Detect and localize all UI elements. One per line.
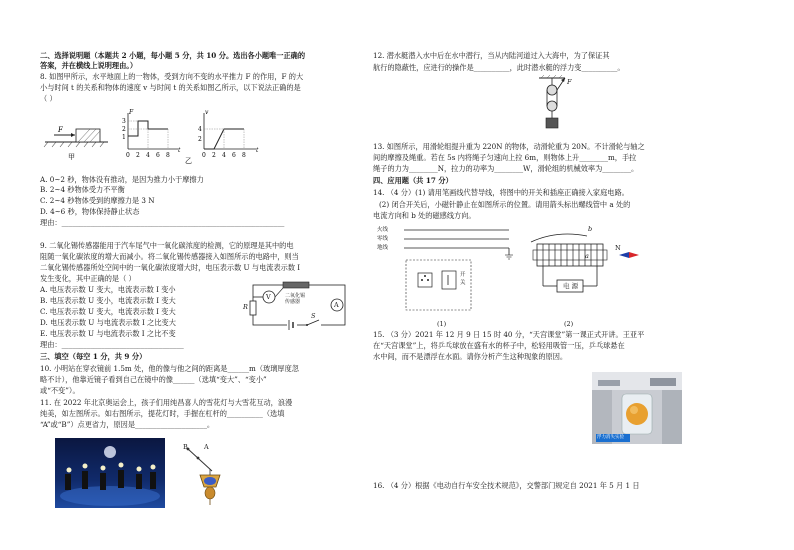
q9-reason-line: 理由：__________________________________ (40, 340, 184, 349)
q9-stem: 9. 二氧化锡传感器能用于汽车尾气中一氧化碳浓度的检测，它的原理是其中的电 (40, 241, 294, 250)
q8-option-a: A. 0~2 秒，物体没有推动，是因为推力小于摩擦力 (40, 175, 204, 184)
q13-stem-cont: 绳子的力为________N，拉力的功率为________W，滑轮组的机械效率为________。 (373, 164, 639, 173)
snowflake-lantern-photo (55, 438, 165, 508)
resistor-r (250, 301, 256, 315)
neutral-wire-label: 零线 (377, 236, 389, 242)
pulley-force-label: F (567, 78, 572, 86)
switch-label-2: 关 (460, 280, 466, 286)
q8-option-d: D. 4~6 秒，物体保持静止状态 (40, 207, 140, 216)
q9-option-d: D. 电压表示数 U 与电流表示数 I 之比变大 (40, 318, 176, 327)
q14-stem-cont: (2) 闭合开关后，小磁针静止在如图所示的位置。请用箭头标出螺线管中 a 处的 (379, 200, 631, 209)
lever-point-a: A (204, 443, 209, 451)
solenoid-figure (527, 226, 647, 301)
figure-yi-label: 乙 (185, 157, 192, 165)
q10-stem: 10. 小明站在穿衣镜前 1.5m 处，他的像与他之间的距离是______m（玻璃厚度忽 (40, 364, 299, 373)
q9-stem-cont: 阻随一氧化碳浓度的增大而减小。将二氧化锡传感器接入如图所示的电路中，则当 (40, 252, 299, 261)
velocity-time-graph (204, 113, 256, 149)
g2-axis-v: v (205, 109, 209, 116)
q8-reason-line: 理由：______________________________________________________________ (40, 218, 285, 227)
force-time-graph (128, 113, 178, 149)
figure-jia-label: 甲 (68, 153, 75, 161)
g1-y-tick: 2 (122, 126, 126, 133)
section-2-heading: 二、选择说明题（本题共 2 小题，每小题 5 分，共 10 分。选出各小题唯一正确的 (40, 51, 306, 60)
switch-label: S (311, 312, 316, 320)
g2-y-tick: 4 (198, 126, 202, 133)
switch-label: 开 (460, 272, 466, 278)
force-label: F (58, 126, 63, 134)
q8-stem: 8. 如图甲所示，水平地面上的一物体，受到方向不变的水平推力 F 的作用，F 的大 (40, 72, 304, 81)
g2-x-tick: 8 (242, 152, 246, 159)
g1-x-tick: 0 (126, 152, 130, 159)
power-supply-label: 电 源 (563, 282, 579, 290)
sensor-label-2: 传感器 (285, 299, 301, 305)
lantern-lever-diagram (182, 445, 222, 507)
section-2-heading-cont: 答案，并在横线上说明理由。） (40, 61, 138, 70)
q9-option-e: E. 电压表示数 U 与电流表示数 I 之比不变 (40, 329, 176, 338)
block-on-ground-diagram (44, 129, 108, 147)
q15-stem-cont: 在“天宫课堂”上，将乒乓球放在盛有水的杯子中，松轻用吸管一压，乒乓球悬在 (373, 341, 625, 350)
resistor-label: R (243, 303, 248, 311)
q8-figure (40, 105, 280, 165)
q9-option-c: C. 电压表示数 U 变大，电流表示数 I 变大 (40, 307, 176, 316)
ground-wire-label: 地线 (377, 245, 389, 251)
g1-x-tick: 8 (166, 152, 170, 159)
household-circuit-figure (384, 225, 514, 320)
g1-x-tick: 6 (156, 152, 160, 159)
g1-y-tick: 1 (122, 134, 126, 141)
figure-caption-2: (2) (564, 320, 574, 328)
g1-x-tick: 4 (146, 152, 150, 159)
g2-x-tick: 4 (222, 152, 226, 159)
voltmeter-label: V (266, 293, 271, 301)
q8-answer-bracket: （ ） (40, 94, 57, 103)
q15-stem-cont: 水中间，而不是漂浮在水面。请你分析产生这种现象的原因。 (373, 352, 568, 361)
q9-stem-cont: 发生变化，其中正确的是（ ） (40, 274, 136, 283)
q11-stem-cont: “A”或“B”）点更省力，原因是____________________。 (40, 420, 215, 429)
q14-stem-cont: 电流方向和 b 处的磁感线方向。 (373, 211, 476, 220)
section-3-heading: 三、填空（每空 1 分，共 9 分） (40, 352, 147, 361)
q10-stem-cont: 略不计），他靠近镜子看到自己在镜中的像______（选填“变大”、“变小” (40, 375, 267, 384)
point-b-label: b (588, 225, 593, 233)
q9-option-a: A. 电压表示数 U 变大，电流表示数 I 变小 (40, 285, 176, 294)
point-a-label: a (585, 252, 589, 260)
g2-axis-t: t (256, 147, 259, 154)
q11-stem-cont: 纯美，如左图所示。如右图所示，提花灯时，手握在杠杆的__________（选填 (40, 409, 285, 418)
q11-stem: 11. 在 2022 年北京奥运会上，孩子们用纯昌喜人的雪花灯与大雪花互动，浪漫 (40, 398, 293, 407)
g2-y-tick: 2 (198, 136, 202, 143)
q13-stem-cont: 间的摩擦及绳重。若在 5s 内将绳子匀速向上拉 6m，则物体上升________m，手拉 (373, 153, 637, 162)
north-pole-label: N (615, 244, 621, 252)
sensor-resistor (283, 282, 309, 288)
sensor-label: 二氧化锡 (285, 293, 306, 299)
g1-x-tick: 2 (136, 152, 140, 159)
g2-x-tick: 6 (232, 152, 236, 159)
live-wire-label: 火线 (377, 227, 389, 233)
g1-axis-t: t (178, 147, 181, 154)
section-4-heading: 四、应用题（共 17 分） (373, 176, 453, 185)
figure-caption-1: (1) (437, 320, 447, 328)
q15-stem: 15. （3 分）2021 年 12 月 9 日 15 时 40 分，“天宫课堂”第一课正式开讲。王亚平 (373, 330, 645, 339)
q16-stem: 16. （4 分）根据《电动自行车安全技术规范》，交警部门规定自 2021 年 5 月 1 日 (373, 481, 640, 490)
q9-option-b: B. 电压表示数 U 变小，电流表示数 I 变大 (40, 296, 176, 305)
q12-stem: 12. 潜水艇潜入水中后在水中潜行，当从内陆河道过入大海中，为了保证其 (373, 51, 610, 60)
g1-axis-f: F (129, 109, 134, 116)
q8-stem-cont: 小与时间 t 的关系和物体的速度 v 与时间 t 的关系如图乙所示，以下说法正确的是 (40, 83, 301, 92)
q8-option-c: C. 2~4 秒物体受到的摩擦力是 3 N (40, 196, 155, 205)
q12-stem-cont: 航行的隐蔽性，应进行的操作是__________，此时潜水艇的浮力变__________。 (373, 63, 625, 72)
g2-x-tick: 2 (212, 152, 216, 159)
q8-option-b: B. 2~4 秒物体受力不平衡 (40, 185, 125, 194)
q13-stem: 13. 如图所示，用滑轮组提升重为 220N 的物体，动滑轮重为 20N。不计滑轮与轴之 (373, 142, 645, 151)
g1-y-tick: 3 (122, 118, 126, 125)
photo-caption: 浮力消失实验 (597, 435, 624, 440)
q14-stem: 14. （4 分）(1) 请用笔画线代替导线，将图中的开关和插座正确接入家庭电路。 (373, 188, 629, 197)
ammeter-label: A (334, 301, 339, 309)
q9-stem-cont: 二氧化锡传感器所处空间中的一氧化碳浓度增大时，电压表示数 U 与电流表示数 I (40, 263, 301, 272)
g2-x-tick: 0 (202, 152, 206, 159)
lever-point-b: B (183, 443, 188, 451)
q10-stem-cont: 或“不变”）。 (40, 386, 80, 395)
